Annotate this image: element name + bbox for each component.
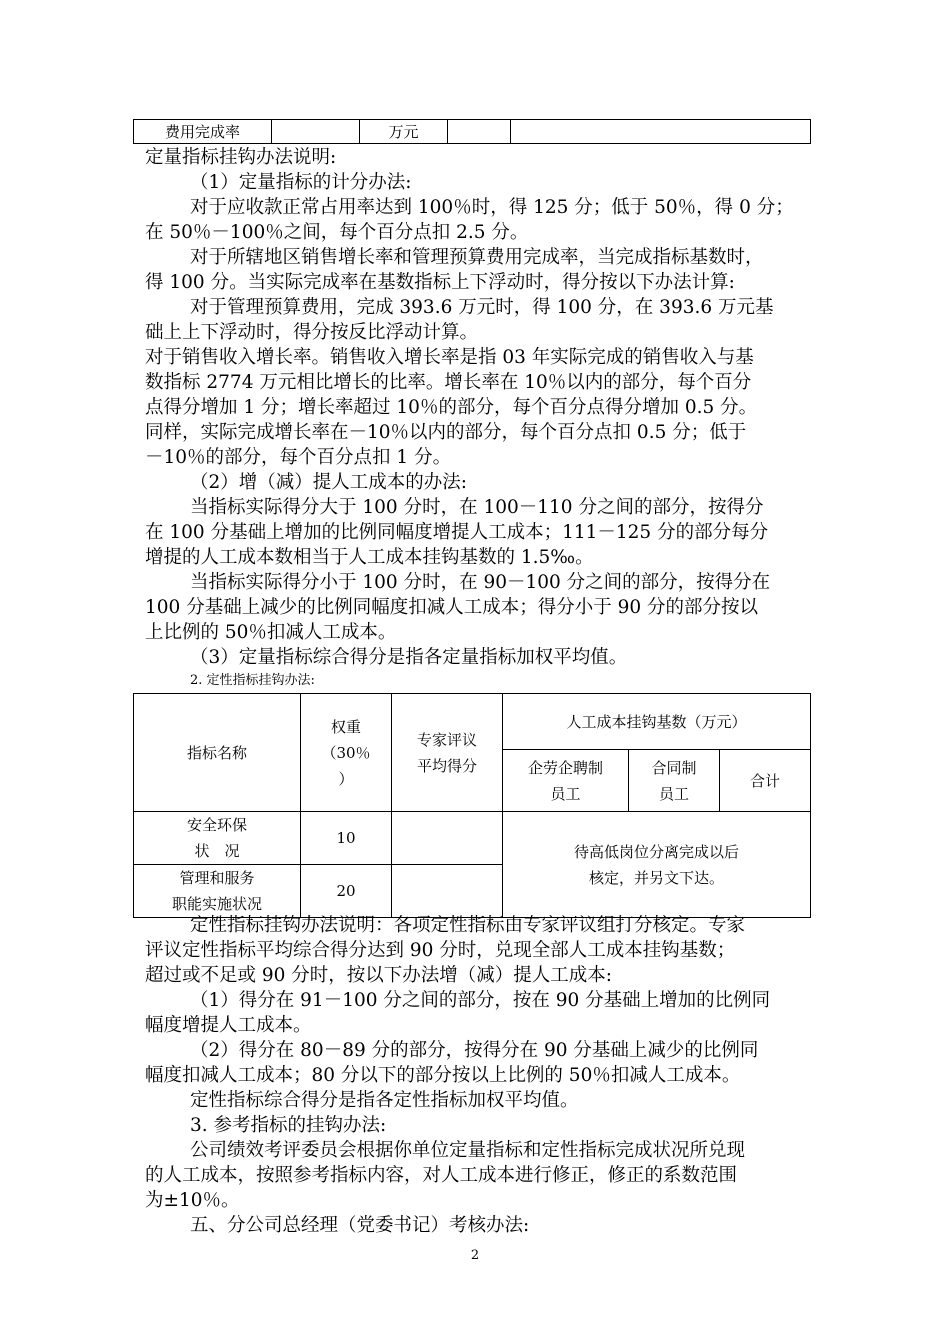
header-weight-line: ） <box>338 769 354 788</box>
header-sub-employees <box>503 750 629 812</box>
qualitative-indicator-table <box>133 693 811 918</box>
row-name-line: 安全环保 <box>186 816 247 834</box>
paragraph-line: 点得分增加 1 分；增长率超过 10％的部分，每个百分点得分增加 0.5 分。 <box>145 397 758 418</box>
paragraph-line: 定量指标挂钩办法说明: <box>145 147 337 168</box>
header-sub-contract <box>629 750 720 812</box>
paragraph-line: （1）定量指标的计分办法: <box>190 172 412 193</box>
paragraph-line: 在 100 分基础上增加的比例同幅度增提人工成本；111－125 分的部分每分 <box>145 522 769 543</box>
paragraph-line: （2）增（减）提人工成本的办法: <box>190 472 468 493</box>
paragraph-line: 定性指标综合得分是指各定性指标加权平均值。 <box>190 1090 579 1111</box>
row-name-safety <box>134 812 301 865</box>
paragraph-line: 对于管理预算费用，完成 393.6 万元时，得 100 分，在 393.6 万元基 <box>190 297 774 318</box>
paragraph-line: －10％的部分，每个百分点扣 1 分。 <box>145 447 452 468</box>
paragraph-line: 上比例的 50％扣减人工成本。 <box>145 622 397 643</box>
row-weight: 10 <box>301 812 392 865</box>
cost-completion-table <box>133 119 811 144</box>
paragraph-line: 为±10％。 <box>145 1190 240 1211</box>
paragraph-line: 础上上下浮动时，得分按反比浮动计算。 <box>145 322 479 343</box>
note-line: 待高低岗位分离完成以后 <box>573 842 739 861</box>
paragraph-line: 超过或不足或 90 分时，按以下办法增（减）提人工成本: <box>145 965 613 986</box>
paragraph-line: 数指标 2774 万元相比增长的比率。增长率在 10％以内的部分，每个百分 <box>145 372 752 393</box>
table-row <box>134 812 811 865</box>
paragraph-line: 五、分公司总经理（党委书记）考核办法: <box>190 1215 530 1236</box>
header-expert-line: 平均得分 <box>416 756 477 775</box>
paragraph-line: 幅度增提人工成本。 <box>145 1015 312 1036</box>
paragraph-line: 定性指标挂钩办法说明：各项定性指标由专家评议组打分核定。专家 <box>190 915 746 936</box>
table-cell: 万元 <box>360 120 448 144</box>
row-name-line: 管理和服务 <box>179 869 255 887</box>
header-cost-base: 人工成本挂钩基数（万元） <box>503 694 811 750</box>
note-line: 核定，并另文下达。 <box>588 868 724 887</box>
paragraph-line: （1）得分在 91－100 分之间的部分，按在 90 分基础上增加的比例同 <box>190 990 771 1011</box>
row-expert-score <box>392 865 503 918</box>
table-cell <box>448 120 511 144</box>
paragraph-line: 的人工成本，按照参考指标内容，对人工成本进行修正，修正的系数范围 <box>145 1165 738 1186</box>
header-sub-line: 企劳企聘制 <box>527 758 603 777</box>
table-cell <box>511 120 811 144</box>
header-sub-line: 合同制 <box>651 758 697 777</box>
table-cell <box>272 120 360 144</box>
paragraph-line: 当指标实际得分大于 100 分时，在 100－110 分之间的部分，按得分 <box>190 497 764 518</box>
header-indicator-name: 指标名称 <box>134 694 301 812</box>
row-name-line: 状 况 <box>194 842 240 860</box>
row-name-management <box>134 865 301 918</box>
row-name-line: 职能实施状况 <box>171 895 262 913</box>
paragraph-line: 增提的人工成本数相当于人工成本挂钩基数的 1.5‰。 <box>145 547 594 568</box>
section-title: 2. 定性指标挂钩办法: <box>190 673 315 688</box>
paragraph-line: 得 100 分。当实际完成率在基数指标上下浮动时，得分按以下办法计算: <box>145 272 735 293</box>
table-row <box>134 120 811 144</box>
paragraph-line: 公司绩效考评委员会根据你单位定量指标和定性指标完成状况所兑现 <box>190 1140 746 1161</box>
paragraph-line: （3）定量指标综合得分是指各定量指标加权平均值。 <box>190 647 628 668</box>
header-weight-line: 权重 <box>330 717 361 736</box>
header-weight <box>301 694 392 812</box>
header-sub-total: 合计 <box>720 750 811 812</box>
paragraph-line: 同样，实际完成增长率在－10％以内的部分，每个百分点扣 0.5 分；低于 <box>145 422 747 443</box>
table-cell: 费用完成率 <box>134 120 272 144</box>
paragraph-line: 对于所辖地区销售增长率和管理预算费用完成率，当完成指标基数时， <box>190 247 764 268</box>
paragraph-line: 100 分基础上减少的比例同幅度扣减人工成本；得分小于 90 分的部分按以 <box>145 597 758 618</box>
header-sub-line: 员工 <box>550 784 581 803</box>
table-row <box>134 694 811 750</box>
paragraph-line: 对于销售收入增长率。销售收入增长率是指 03 年实际完成的销售收入与基 <box>145 347 754 368</box>
row-weight: 20 <box>301 865 392 918</box>
paragraph-line: 幅度扣减人工成本；80 分以下的部分按以上比例的 50％扣减人工成本。 <box>145 1065 741 1086</box>
header-sub-line: 员工 <box>658 784 689 803</box>
header-expert-line: 专家评议 <box>416 730 477 749</box>
pending-note <box>503 812 811 918</box>
header-weight-line: （30％ <box>321 743 371 762</box>
paragraph-line: 当指标实际得分小于 100 分时，在 90－100 分之间的部分，按得分在 <box>190 572 771 593</box>
paragraph-line: 在 50％－100％之间，每个百分点扣 2.5 分。 <box>145 222 529 243</box>
paragraph-line: 对于应收款正常占用率达到 100％时，得 125 分；低于 50％，得 0 分； <box>190 197 794 218</box>
header-expert-score <box>392 694 503 812</box>
paragraph-line: 评议定性指标平均综合得分达到 90 分时，兑现全部人工成本挂钩基数； <box>145 940 736 961</box>
paragraph-line: （2）得分在 80－89 分的部分，按得分在 90 分基础上减少的比例同 <box>190 1040 759 1061</box>
paragraph-line: 3. 参考指标的挂钩办法: <box>190 1115 387 1136</box>
page-number: 2 <box>470 1248 480 1263</box>
row-expert-score <box>392 812 503 865</box>
